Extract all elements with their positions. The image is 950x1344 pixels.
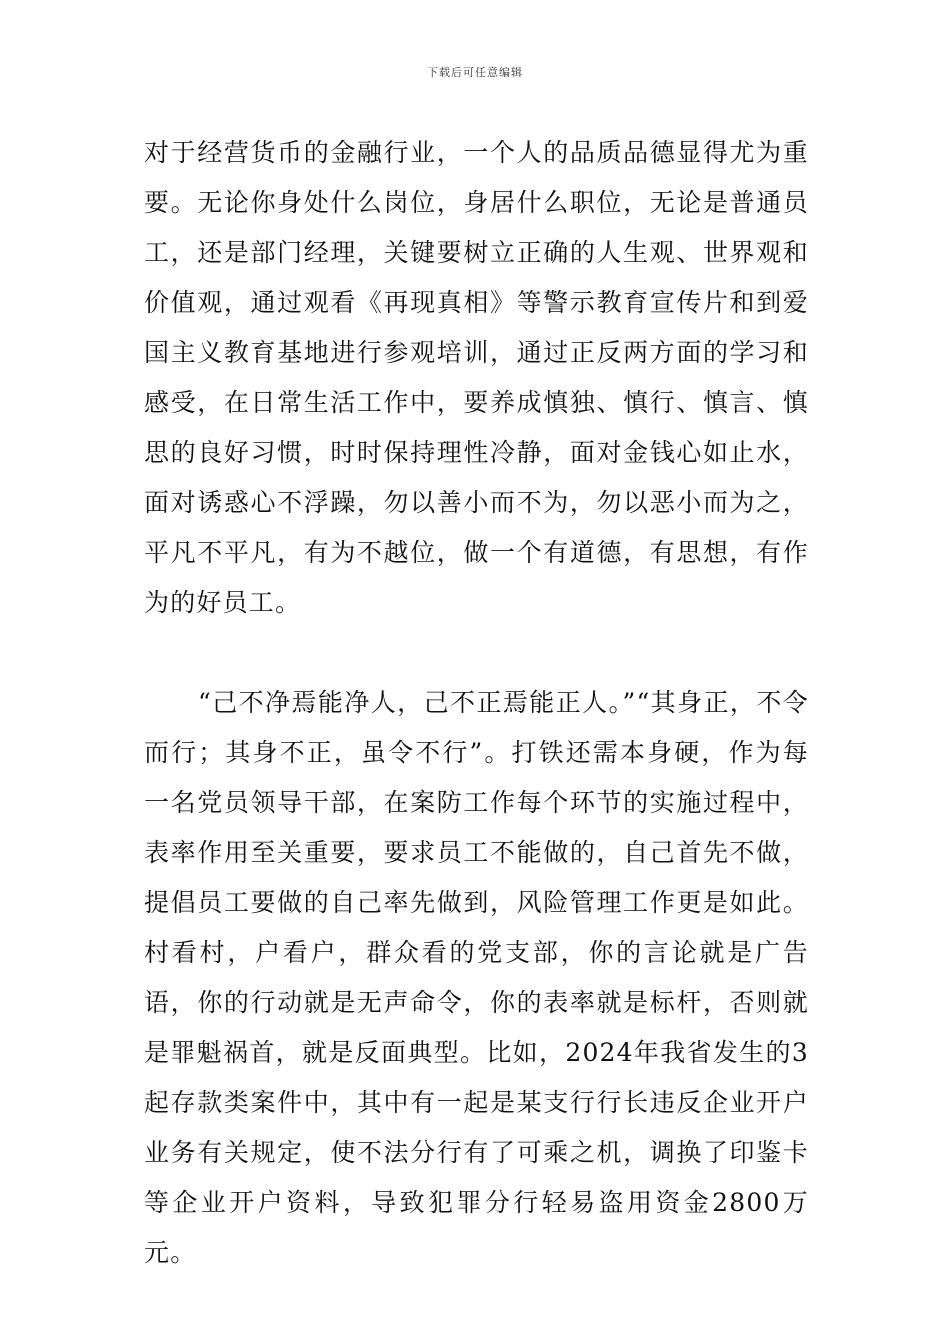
document-body: [144, 128, 809, 1278]
paragraph-1: 对于经营货币的金融行业，一个人的品质品德显得尤为重要。无论你身处什么岗位，身居什么职位，无论是普通员工，还是部门经理，关键要树立正确的人生观、世界观和价值观，通过观看《再现真相》等警示教育宣传片和到爱国主义教育基地进行参观培训，通过正反两方面的学习和感受，在日常生活工作中，要养成慎独、慎行、慎言、慎思的良好习惯，时时保持理性冷静，面对金钱心如止水，面对诱惑心不浮躁，勿以善小而不为，勿以恶小而为之，平凡不平凡，有为不越位，做一个有道德，有思想，有作为的好员工。: [144, 138, 809, 617]
paragraph-2: “己不净焉能净人，己不正焉能正人。”“其身正，不令而行；其身不正，虽令不行”。打铁还需本身硬，作为每一名党员领导干部，在案防工作每个环节的实施过程中，表率作用至关重要，要求员工不能做的，自己首先不做，提倡员工要做的自己率先做到，风险管理工作更是如此。村看村，户看户，群众看的党支部，你的言论就是广告语，你的行动就是无声命令，你的表率就是标杆，否则就是罪魁祸首，就是反面典型。比如，2024年我省发生的3起存款类案件中，其中有一起是某支行行长违反企业开户业务有关规定，使不法分行有了可乘之机，调换了印鉴卡等企业开户资料，导致犯罪分行轻易盗用资金2800万元。: [144, 688, 809, 1267]
paragraph-spacer: [144, 628, 809, 678]
page-header-note: 下载后可任意编辑: [427, 66, 523, 79]
